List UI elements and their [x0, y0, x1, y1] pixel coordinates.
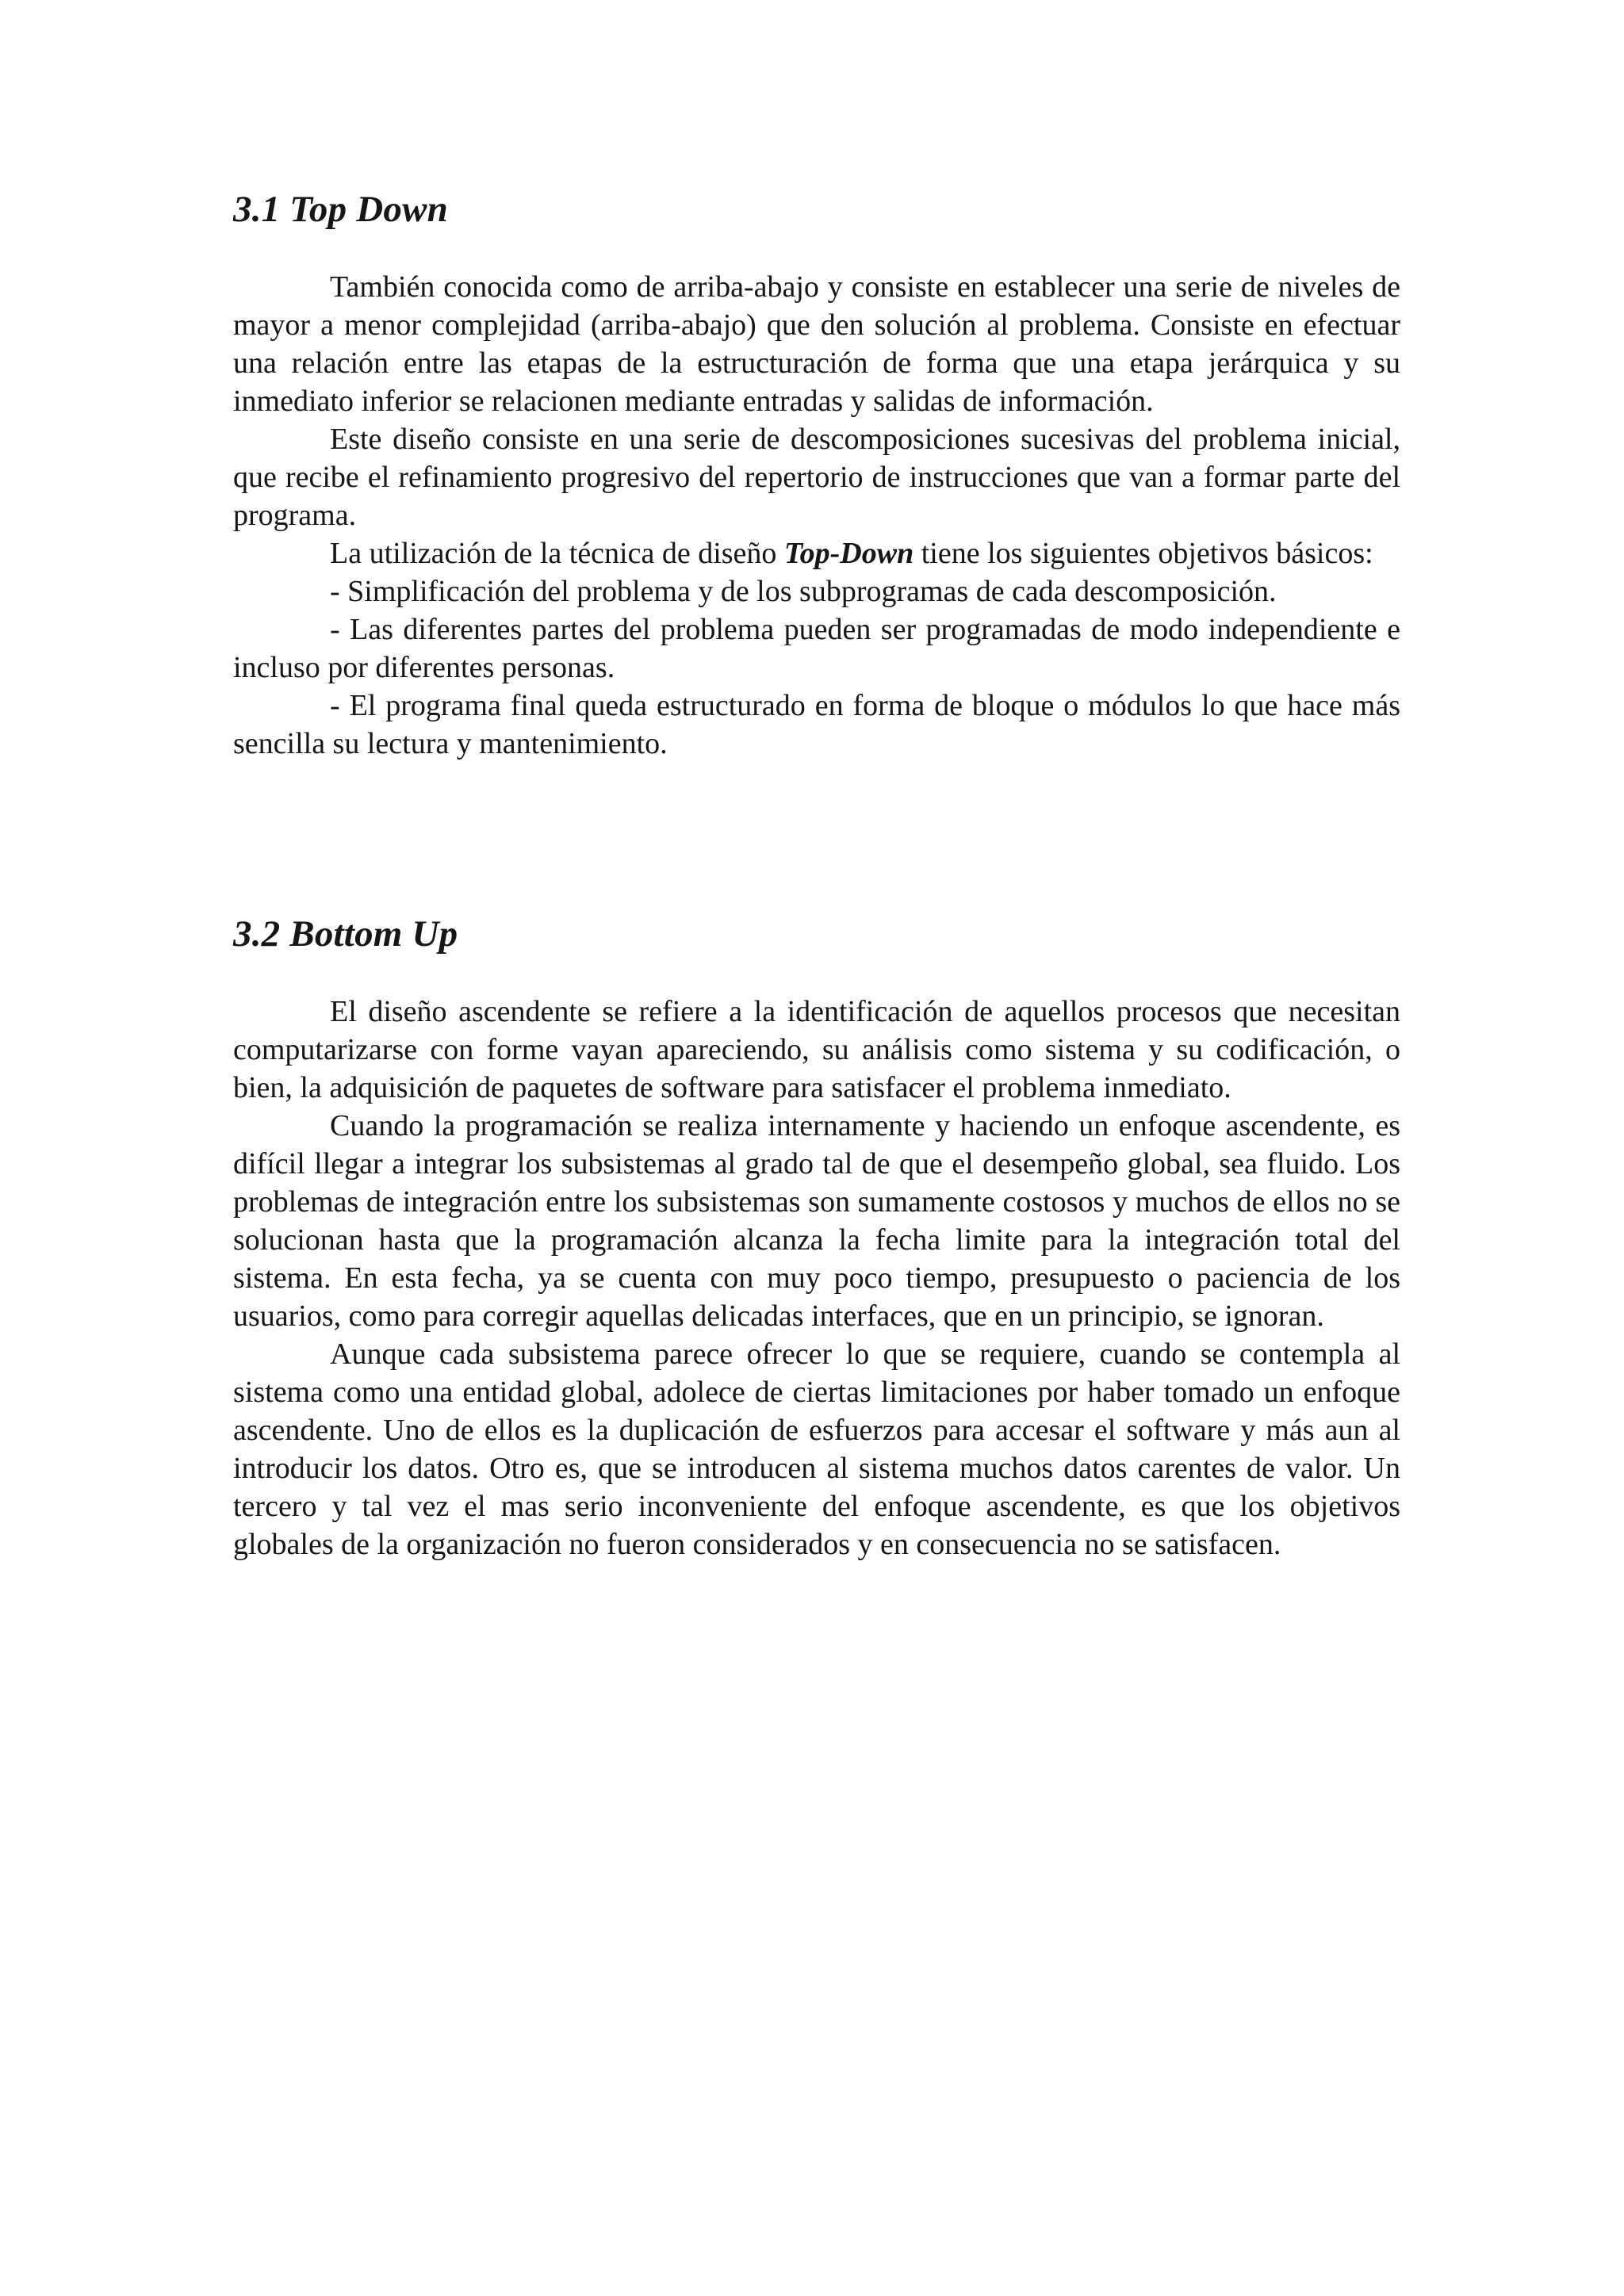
paragraph: Este diseño consiste en una serie de descomposiciones sucesivas del problema inicial, que recibe el refinamiento progresivo del repertorio de instrucciones que van a formar parte del programa. — [233, 423, 1400, 533]
list-item: - Las diferentes partes del problema pueden ser programadas de modo independiente e incluso por diferentes personas. — [233, 613, 1400, 685]
section-top-down — [233, 187, 1400, 763]
paragraph: Cuando la programación se realiza internamente y haciendo un enfoque ascendente, es difícil llegar a integrar los subsistemas al grado tal de que el desempeño global, sea fluido. Los problemas de integración entre los subsistemas son sumamente costosos y muchos de ellos no se solucionan hasta que la programación alcanza la fecha limite para la integración total del sistema. En esta fecha, ya se cuenta con muy poco tiempo, presupuesto o paciencia de los usuarios, como para corregir aquellas delicadas interfaces, que en un principio, se ignoran. — [233, 1109, 1400, 1334]
list-item: - Simplificación del problema y de los subprogramas de cada descomposición. — [330, 575, 1277, 609]
paragraph-text: La utilización de la técnica de diseño — [330, 537, 784, 571]
paragraph: Aunque cada subsistema parece ofrecer lo que se requiere, cuando se contempla al sistema como una entidad global, adolece de ciertas limitaciones por haber tomado un enfoque ascendente. Uno de ellos es la duplicación de esfuerzos para accesar el software y más aun al introducir los datos. Otro es, que se introducen al sistema muchos datos carentes de valor. Un tercero y tal vez el mas serio inconveniente del enfoque ascendente, es que los objetivos globales de la organización no fueron considerados y en consecuencia no se satisfacen. — [233, 1337, 1400, 1562]
section-bottom-up — [233, 912, 1400, 1563]
list-item: - El programa final queda estructurado en forma de bloque o módulos lo que hace más sencilla su lectura y mantenimiento. — [233, 689, 1400, 761]
paragraph: También conocida como de arriba-abajo y consiste en establecer una serie de niveles de mayor a menor complejidad (arriba-abajo) que den solución al problema. Consiste en efectuar una relación entre las etapas de la estructuración de forma que una etapa jerárquica y su inmediato inferior se relacionen mediante entradas y salidas de información. — [233, 270, 1400, 419]
section-heading: 3.2 Bottom Up — [233, 913, 458, 955]
paragraph — [233, 534, 1400, 572]
section-heading: 3.1 Top Down — [233, 189, 448, 230]
paragraph-text: tiene los siguientes objetivos básicos: — [914, 537, 1373, 571]
emphasis-term: Top-Down — [783, 537, 914, 571]
paragraph: El diseño ascendente se refiere a la identificación de aquellos procesos que necesitan computarizarse con forme vayan apareciendo, su análisis como sistema y su codificación, o bien, la adquisición de paquetes de software para satisfacer el problema inmediato. — [233, 995, 1400, 1105]
